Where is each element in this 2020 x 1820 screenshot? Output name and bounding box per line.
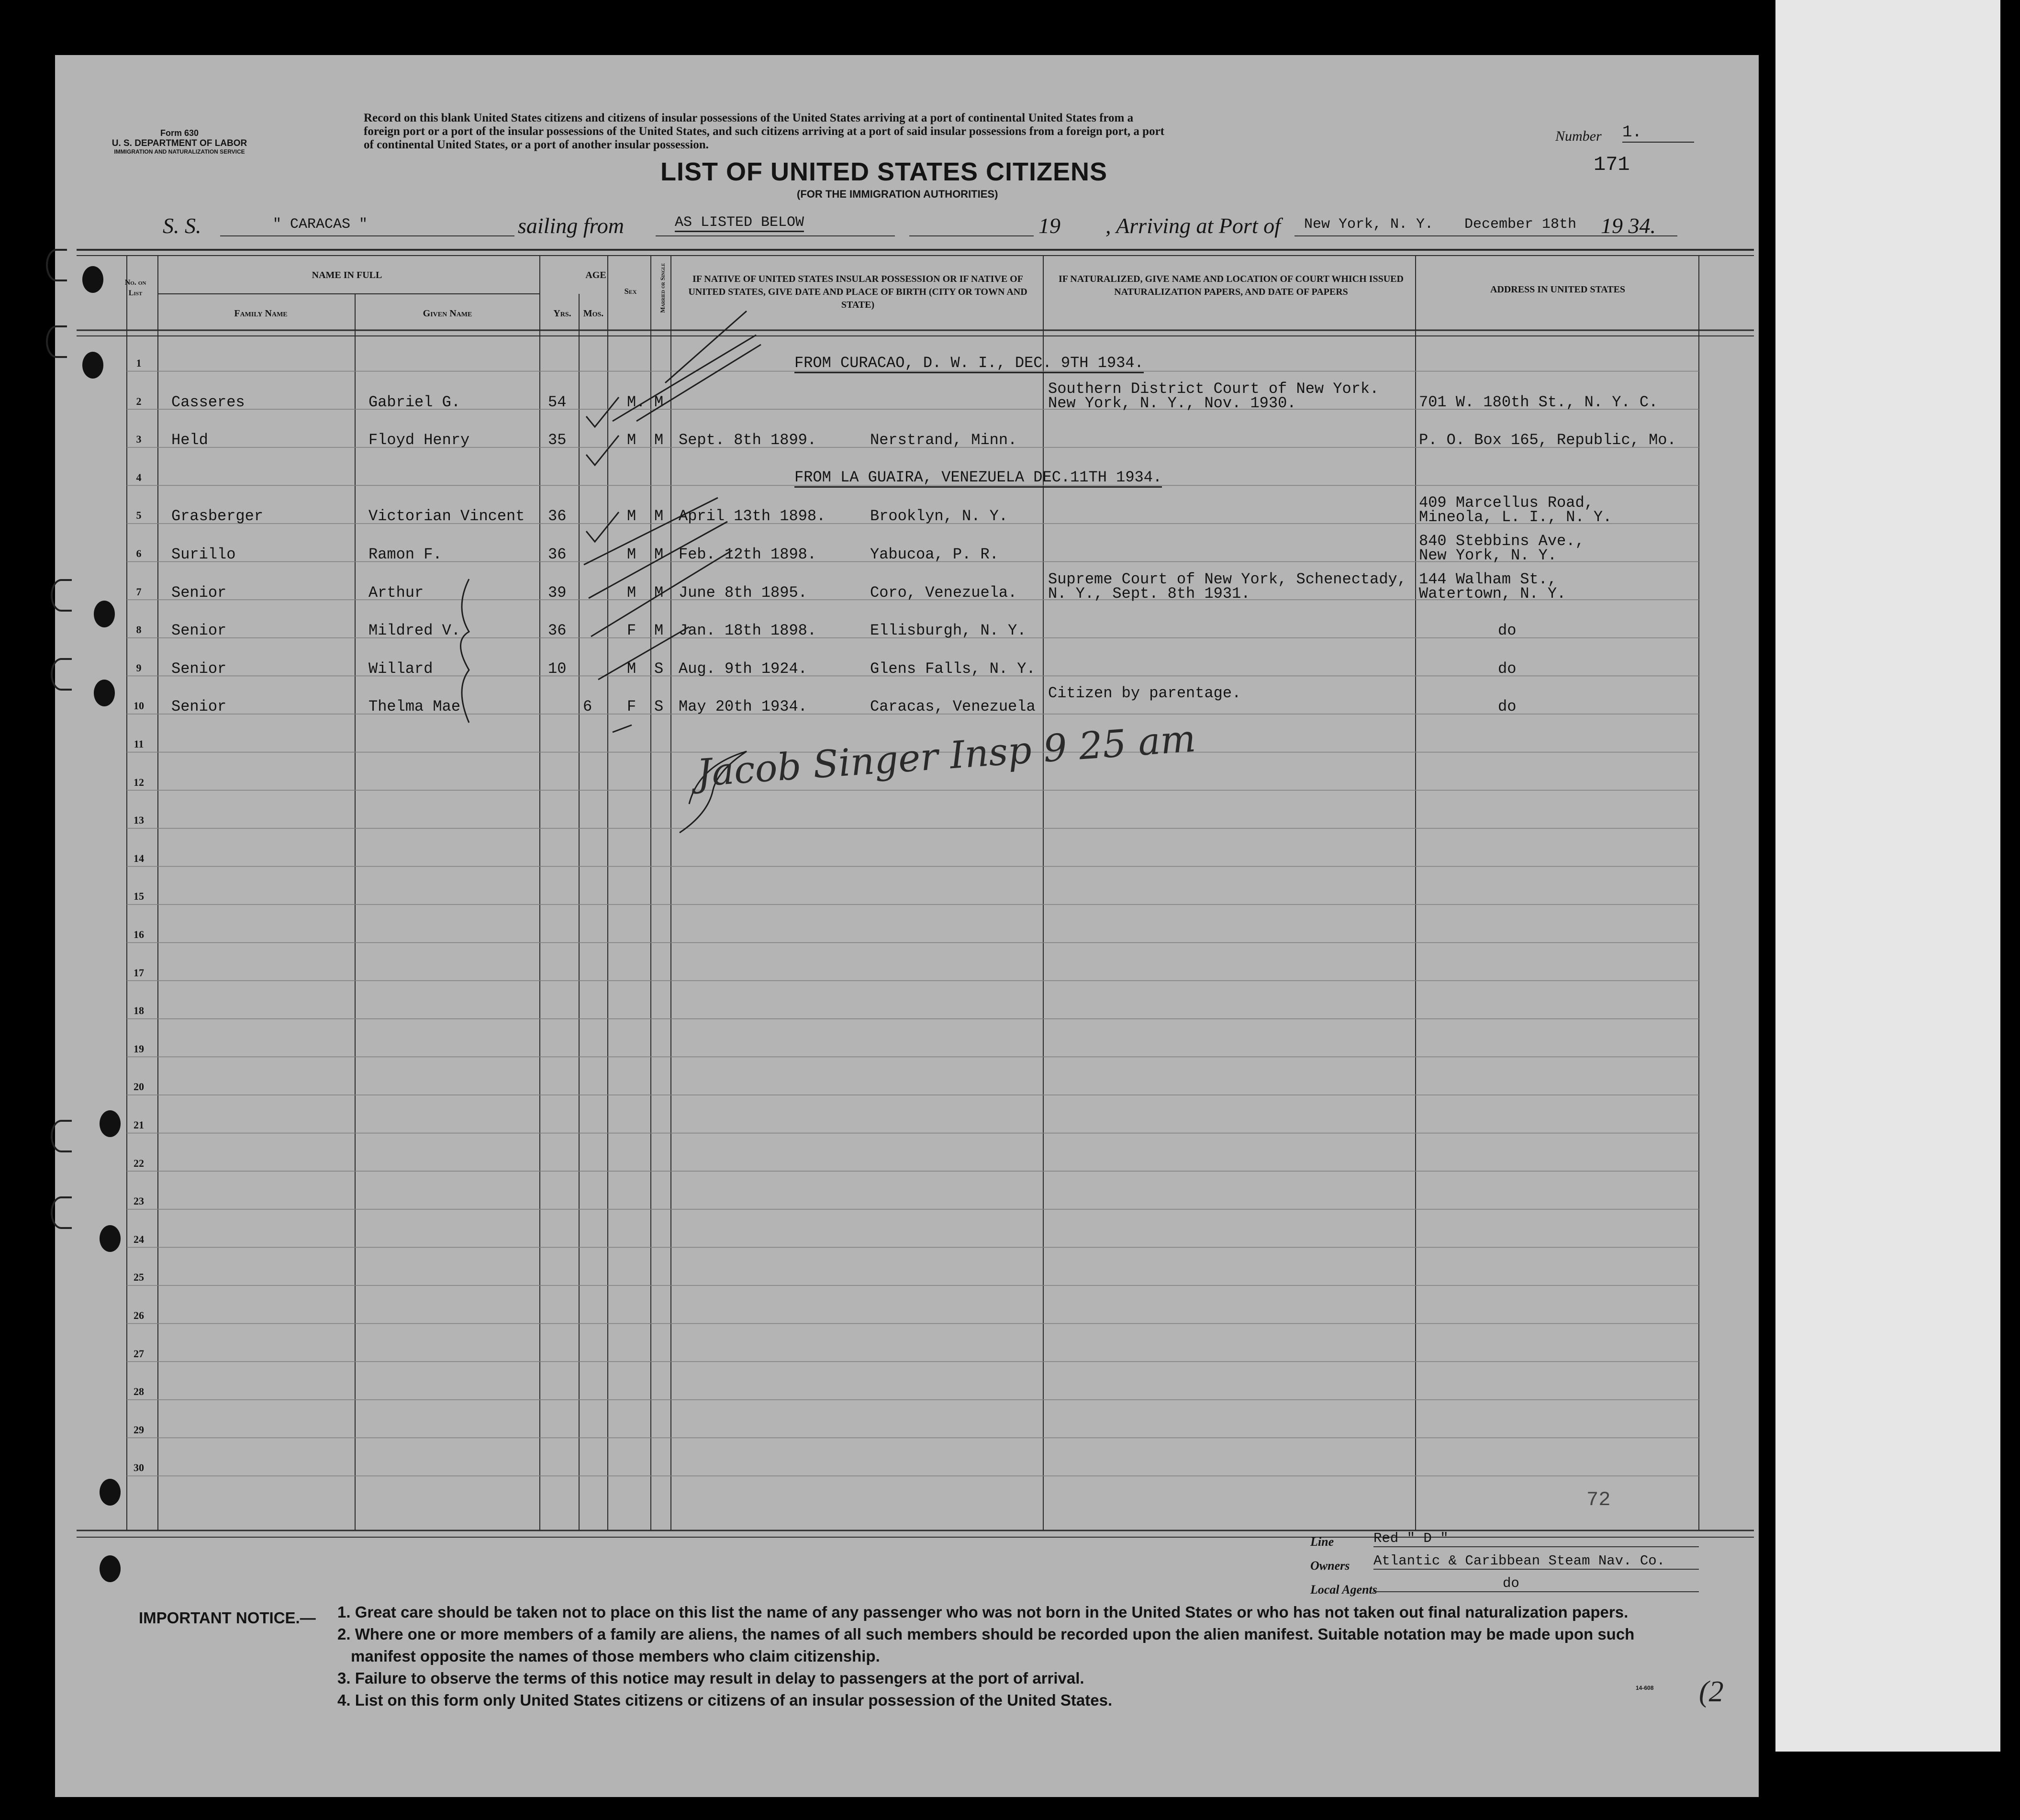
owners-value: Atlantic & Caribbean Steam Nav. Co. [1373, 1553, 1699, 1570]
address-line-1: do [1498, 659, 1517, 678]
row-number: 20 [134, 1081, 144, 1093]
given-name: Floyd Henry [368, 431, 470, 449]
family-name: Senior [171, 583, 227, 602]
sex: M [627, 507, 636, 525]
naturalization-line-1: Southern District Court of New York. [1048, 380, 1379, 398]
sailing-from-label: sailing from [518, 213, 624, 238]
instruction-line-1: Record on this blank United States citizens and citizens of insular possessions of the United States arriving at a port of continental United States from a [364, 112, 1134, 124]
naturalization-line-1: Supreme Court of New York, Schenectady, [1048, 570, 1406, 588]
sex: F [627, 622, 636, 640]
marital-status: M [654, 583, 664, 602]
number-value: 1. [1622, 123, 1694, 143]
number-label: Number [1555, 128, 1602, 144]
department-name: U. S. DEPARTMENT OF LABOR [112, 138, 247, 148]
birth-place: Coro, Venezuela. [870, 583, 1017, 602]
row-number: 16 [134, 928, 144, 940]
row-number: 26 [134, 1309, 144, 1321]
row-number: 27 [134, 1347, 144, 1360]
section-heading: FROM CURACAO, D. W. I., DEC. 9TH 1934. [794, 354, 1144, 373]
row-number: 11 [134, 738, 144, 750]
row-number: 1 [136, 357, 142, 369]
col-family-header: Family Name [234, 308, 288, 319]
sex: M. [627, 393, 646, 411]
address-line-1: do [1498, 622, 1517, 640]
page-number: 72 [1586, 1488, 1611, 1511]
address-line-1: do [1498, 698, 1517, 716]
sex: M [627, 546, 636, 563]
given-name: Arthur [368, 583, 424, 602]
row-number: 14 [134, 852, 144, 864]
row-number: 23 [134, 1195, 144, 1207]
age-years: 36 [548, 546, 567, 563]
ship-name: " CARACAS " [273, 216, 368, 233]
section-heading: FROM LA GUAIRA, VENEZUELA DEC.11TH 1934. [794, 469, 1162, 488]
sailing-from-value: AS LISTED BELOW [675, 214, 804, 232]
row-number: 18 [134, 1005, 144, 1017]
row-number: 12 [134, 776, 144, 788]
row-number: 3 [136, 433, 142, 446]
birth-date: Aug. 9th 1924. [679, 659, 807, 678]
marital-status: M [654, 431, 664, 449]
age-years: 10 [548, 659, 567, 678]
row-number: 9 [136, 661, 142, 674]
row-number: 6 [136, 547, 142, 559]
col-no-header: No. on List [124, 279, 146, 297]
naturalization-line-2: N. Y., Sept. 8th 1931. [1048, 584, 1250, 603]
age-years: 35 [548, 431, 567, 449]
checkmark [586, 512, 619, 542]
birth-place: Nerstrand, Minn. [870, 431, 1017, 449]
row-number: 5 [136, 509, 142, 522]
col-yrs-header: Yrs. [553, 308, 571, 319]
notice-item-1: 1. Great care should be taken not to place on this list the name of any passenger who was not born in the United States or who has not taken out final naturalization papers. [337, 1603, 1629, 1621]
row-number: 15 [134, 890, 144, 903]
family-name: Senior [171, 698, 227, 716]
birth-date: Feb. 12th 1898. [679, 546, 817, 563]
page-stamp: 171 [1594, 153, 1630, 176]
form-subtitle: (FOR THE IMMIGRATION AUTHORITIES) [797, 188, 998, 200]
birth-date: April 13th 1898. [679, 507, 826, 525]
row-number: 24 [134, 1233, 144, 1245]
address-line-2: New York, N. Y. [1419, 547, 1557, 564]
naturalization-line-1: Citizen by parentage. [1048, 684, 1241, 703]
given-name: Thelma Mae [368, 698, 461, 716]
sex: F [627, 698, 636, 716]
marital-status: M [654, 546, 664, 563]
marital-status: M [654, 393, 664, 411]
row-number: 2 [136, 395, 142, 407]
given-name: Ramon F. [368, 546, 442, 563]
arrival-year: 19 34. [1601, 213, 1656, 238]
row-number: 29 [134, 1423, 144, 1436]
inspector-signature: Jacob Singer Insp 9 25 am [695, 717, 1197, 795]
birth-place: Brooklyn, N. Y. [870, 507, 1008, 525]
birth-date: Sept. 8th 1899. [679, 431, 817, 449]
arrival-port: New York, N. Y. [1304, 216, 1434, 233]
agents-label: Local Agents [1310, 1583, 1377, 1597]
row-number: 19 [134, 1042, 144, 1055]
ss-label: S. S. [163, 213, 201, 238]
row-number: 8 [136, 624, 142, 636]
notice-item-3: 3. Failure to observe the terms of this notice may result in delay to passengers at the port of arrival. [337, 1669, 1084, 1687]
form-id: Form 630 [160, 128, 199, 138]
col-naturalized-header: IF NATURALIZED, GIVE NAME AND LOCATION OF COURT WHICH ISSUED NATURALIZATION PAPERS, AND DATE OF PAPERS [1059, 274, 1404, 297]
age-years: 36 [548, 507, 567, 525]
notice-item-2-cont: manifest opposite the names of those members who claim citizenship. [351, 1647, 880, 1665]
birth-date: Jan. 18th 1898. [679, 622, 817, 640]
notice-item-2: 2. Where one or more members of a family are aliens, the names of all such members should be recorded upon the alien manifest. Suitable notation may be made upon such [337, 1625, 1635, 1643]
sex: M [627, 431, 636, 449]
notice-item-4: 4. List on this form only United States citizens or citizens of an insular possession of the United States. [337, 1691, 1113, 1709]
address-line-1: P. O. Box 165, Republic, Mo. [1419, 431, 1676, 449]
line-label: Line [1310, 1535, 1334, 1549]
row-number: 28 [134, 1385, 144, 1398]
instruction-line-3: of continental United States, or a port of another insular possession. [364, 138, 709, 151]
address-line-1: 144 Walham St., [1419, 570, 1557, 588]
sex: M [627, 583, 636, 602]
birth-date: May 20th 1934. [679, 698, 807, 716]
year-prefix: 19 [1038, 213, 1060, 238]
marital-status: M [654, 622, 664, 640]
given-name: Victorian Vincent [368, 507, 525, 525]
birth-place: Yabucoa, P. R. [870, 546, 999, 563]
col-age-header: AGE [585, 270, 606, 280]
address-line-1: 701 W. 180th St., N. Y. C. [1419, 393, 1658, 411]
notice-heading: IMPORTANT NOTICE.— [139, 1609, 316, 1627]
birth-date: June 8th 1895. [679, 583, 807, 602]
given-name: Willard [368, 659, 433, 678]
family-name: Casseres [171, 393, 245, 411]
family-name: Held [171, 431, 208, 449]
family-name: Grasberger [171, 507, 264, 525]
col-mos-header: Mos. [583, 308, 604, 319]
row-number: 13 [134, 814, 144, 826]
family-name: Senior [171, 622, 227, 640]
marital-status: S [654, 698, 664, 716]
naturalization-line-2: New York, N. Y., Nov. 1930. [1048, 394, 1296, 412]
row-number: 17 [134, 966, 144, 979]
checkmark [586, 435, 619, 465]
address-line-1: 840 Stebbins Ave., [1419, 532, 1585, 550]
marital-status: S [654, 659, 664, 678]
given-name: Mildred V. [368, 622, 461, 640]
age-years: 39 [548, 583, 567, 602]
checkmark [586, 397, 619, 427]
address-line-2: Watertown, N. Y. [1419, 584, 1566, 603]
age-months: 6 [583, 698, 592, 716]
col-name-header: NAME IN FULL [312, 270, 382, 280]
birth-place: Caracas, Venezuela [870, 698, 1036, 716]
form-code: 14-608 [1636, 1685, 1654, 1691]
marital-status: M [654, 507, 664, 525]
col-married-header: Married or Single [659, 263, 667, 313]
age-years: 54 [548, 393, 567, 411]
birth-place: Glens Falls, N. Y. [870, 659, 1036, 678]
row-number: 30 [134, 1462, 144, 1474]
row-number: 4 [136, 471, 142, 483]
owners-label: Owners [1310, 1559, 1350, 1573]
service-name: IMMIGRATION AND NATURALIZATION SERVICE [114, 148, 245, 155]
form-title: LIST OF UNITED STATES CITIZENS [660, 157, 1107, 186]
address-line-2: Mineola, L. I., N. Y. [1419, 508, 1612, 526]
col-birth-header: IF NATIVE OF UNITED STATES INSULAR POSSESSION OR IF NATIVE OF UNITED STATES, GIVE DATE AND PLACE OF BIRTH (CITY OR TOWN AND STATE) [688, 274, 1027, 310]
family-name: Senior [171, 659, 227, 678]
address-line-1: 409 Marcellus Road, [1419, 494, 1594, 512]
arriving-label: , Arriving at Port of [1105, 213, 1281, 238]
col-address-header: ADDRESS IN UNITED STATES [1490, 284, 1626, 295]
given-name: Gabriel G. [368, 393, 461, 411]
row-number: 22 [134, 1157, 144, 1169]
line-value: Red " D " [1373, 1530, 1699, 1547]
agents-value: do [1373, 1575, 1699, 1592]
row-number: 25 [134, 1271, 144, 1284]
col-sex-header: Sex [624, 287, 637, 296]
arrival-date: December 18th [1464, 216, 1577, 233]
family-name: Surillo [171, 546, 236, 563]
row-number: 10 [134, 700, 144, 712]
row-number: 21 [134, 1119, 144, 1131]
instruction-line-2: foreign port or a port of the insular possessions of the United States, and such citizens arriving at a port of said insular possessions from a foreign port, a port [364, 125, 1164, 138]
age-years: 36 [548, 622, 567, 640]
sex: M [627, 659, 636, 678]
row-number: 7 [136, 585, 142, 598]
birth-place: Ellisburgh, N. Y. [870, 622, 1027, 640]
corner-mark: (2 [1699, 1675, 1724, 1708]
col-given-header: Given Name [423, 308, 472, 319]
